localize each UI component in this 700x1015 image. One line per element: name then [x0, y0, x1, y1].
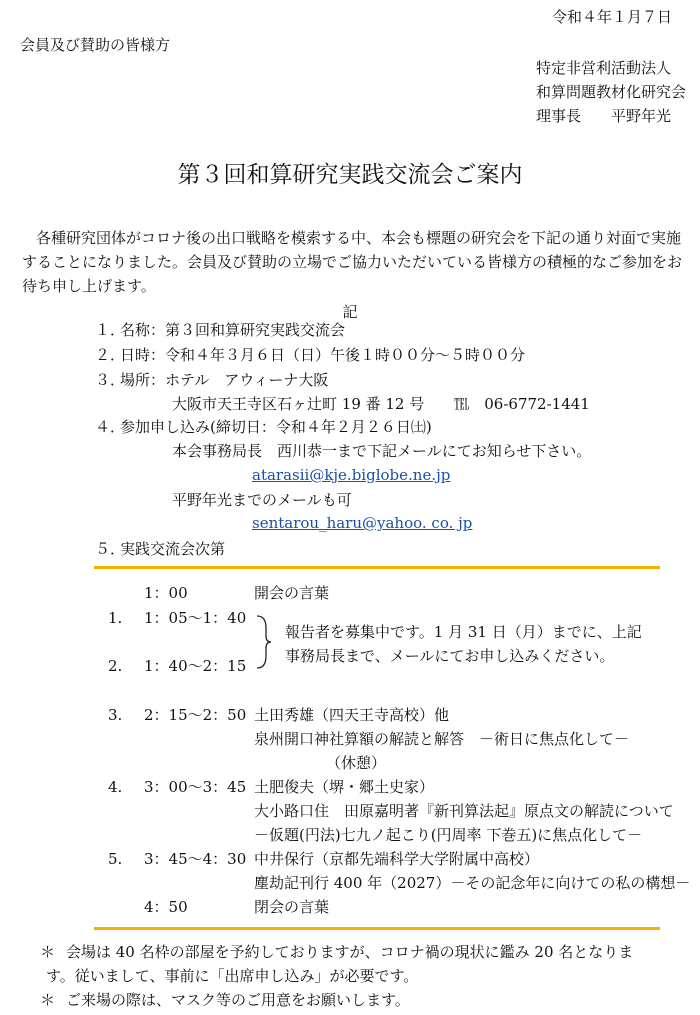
item-4-text: 参加申し込み(締切日：令和４年２月２６日㈯) [120, 418, 432, 436]
sender-title-name: 理事長 平野年光 [535, 107, 671, 125]
schedule-close-desc: 閉会の言葉 [254, 898, 330, 916]
schedule-2-time: 1：40～2：15 [144, 657, 247, 675]
item-3-address: 大阪市天王寺区石ヶ辻町 19 番 12 号 ℡ 06-6772-1441 [172, 395, 590, 413]
schedule-3-presenter: 土田秀雄（四天王寺高校）他 [254, 706, 450, 724]
schedule-brace-text-2: 事務局長まで、メールにてお申し込みください。 [285, 647, 615, 665]
schedule-3-number: 3. [108, 706, 123, 724]
note-2-mark: ＊ [40, 991, 56, 1009]
email-link-2[interactable]: sentarou_haru@yahoo. co. jp [252, 514, 473, 532]
schedule-5-topic: 塵劫記刊行 400 年（2027）－その記念年に向けての私の構想－ [254, 874, 691, 892]
item-1-number: １． [95, 321, 126, 339]
item-4-number: ４． [95, 418, 126, 436]
document-date: 令和４年１月７日 [551, 8, 672, 26]
schedule-4-subtitle: －仮題(円法)七九ノ起こり(円周率 下巻五)に焦点化して－ [254, 826, 643, 844]
schedule-bottom-rule [94, 927, 660, 930]
schedule-4-number: 4. [108, 778, 123, 796]
schedule-open-desc: 開会の言葉 [254, 584, 330, 602]
ki-heading: 記 [342, 303, 358, 321]
item-2-text: 日時：令和４年３月６日（日）午後１時００分～５時００分 [120, 346, 526, 364]
schedule-1-time: 1：05～1：40 [144, 609, 247, 627]
page-title: 第３回和算研究実践交流会ご案内 [177, 162, 523, 188]
schedule-2-number: 2. [108, 657, 123, 675]
intro-paragraph: 各種研究団体がコロナ後の出口戦略を模索する中、本会も標題の研究会を下記の通り対面で実施することになりました。会員及び賛助の立場でご協力いただいている皆様方の積極的なご参加をお待ち申し上げます。 [22, 229, 683, 295]
sender-org-line1: 特定非営利活動法人 [535, 59, 671, 77]
item-5-number: ５． [95, 540, 126, 558]
item-3-text: 場所：ホテル アウィーナ大阪 [120, 371, 329, 389]
curly-brace-icon [254, 614, 272, 670]
addressee: 会員及び賛助の皆様方 [20, 36, 171, 54]
schedule-3-time: 2：15～2：50 [144, 706, 247, 724]
schedule-4-presenter: 土肥俊夫（堺・郷土史家） [254, 778, 435, 796]
schedule-1-number: 1. [108, 609, 123, 627]
note-1-mark: ＊ [40, 943, 56, 961]
schedule-4-time: 3：00～3：45 [144, 778, 247, 796]
schedule-break: （休憩） [326, 754, 387, 772]
email-link-1[interactable]: atarasii@kje.biglobe.ne.jp [252, 466, 451, 484]
note-2-line1: ご来場の際は、マスク等のご用意をお願いします。 [66, 991, 410, 1009]
item-2-number: ２． [95, 346, 126, 364]
schedule-brace-text-1: 報告者を募集中です。1 月 31 日（月）までに、上記 [285, 623, 642, 641]
schedule-top-rule [94, 566, 660, 569]
item-4-contact: 本会事務局長 西川恭一まで下記メールにてお知らせ下さい。 [172, 442, 592, 460]
schedule-open-time: 1：00 [144, 584, 188, 602]
note-1-line1: 会場は 40 名枠の部屋を予約しておりますが、コロナ禍の現状に鑑み 20 名となりま [66, 943, 634, 961]
schedule-4-topic: 大小路口住 田原嘉明著『新刊算法起』原点文の解読について [254, 802, 674, 820]
sender-org-line2: 和算問題教材化研究会 [535, 83, 686, 101]
item-3-number: ３． [95, 371, 126, 389]
item-5-text: 実践交流会次第 [120, 540, 226, 558]
schedule-5-presenter: 中井保行（京都先端科学大学附属中高校） [254, 850, 540, 868]
schedule-5-number: 5. [108, 850, 123, 868]
schedule-3-topic: 泉州開口神社算額の解読と解答 －術日に焦点化して－ [254, 730, 630, 748]
item-1-text: 名称：第３回和算研究実践交流会 [120, 321, 346, 339]
schedule-5-time: 3：45～4：30 [144, 850, 247, 868]
note-1-line2: す。従いまして、事前に「出席申し込み」が必要です。 [46, 967, 419, 985]
item-4-alt-contact: 平野年光までのメールも可 [172, 491, 352, 509]
sender-block [536, 56, 686, 128]
schedule-close-time: 4：50 [144, 898, 188, 916]
